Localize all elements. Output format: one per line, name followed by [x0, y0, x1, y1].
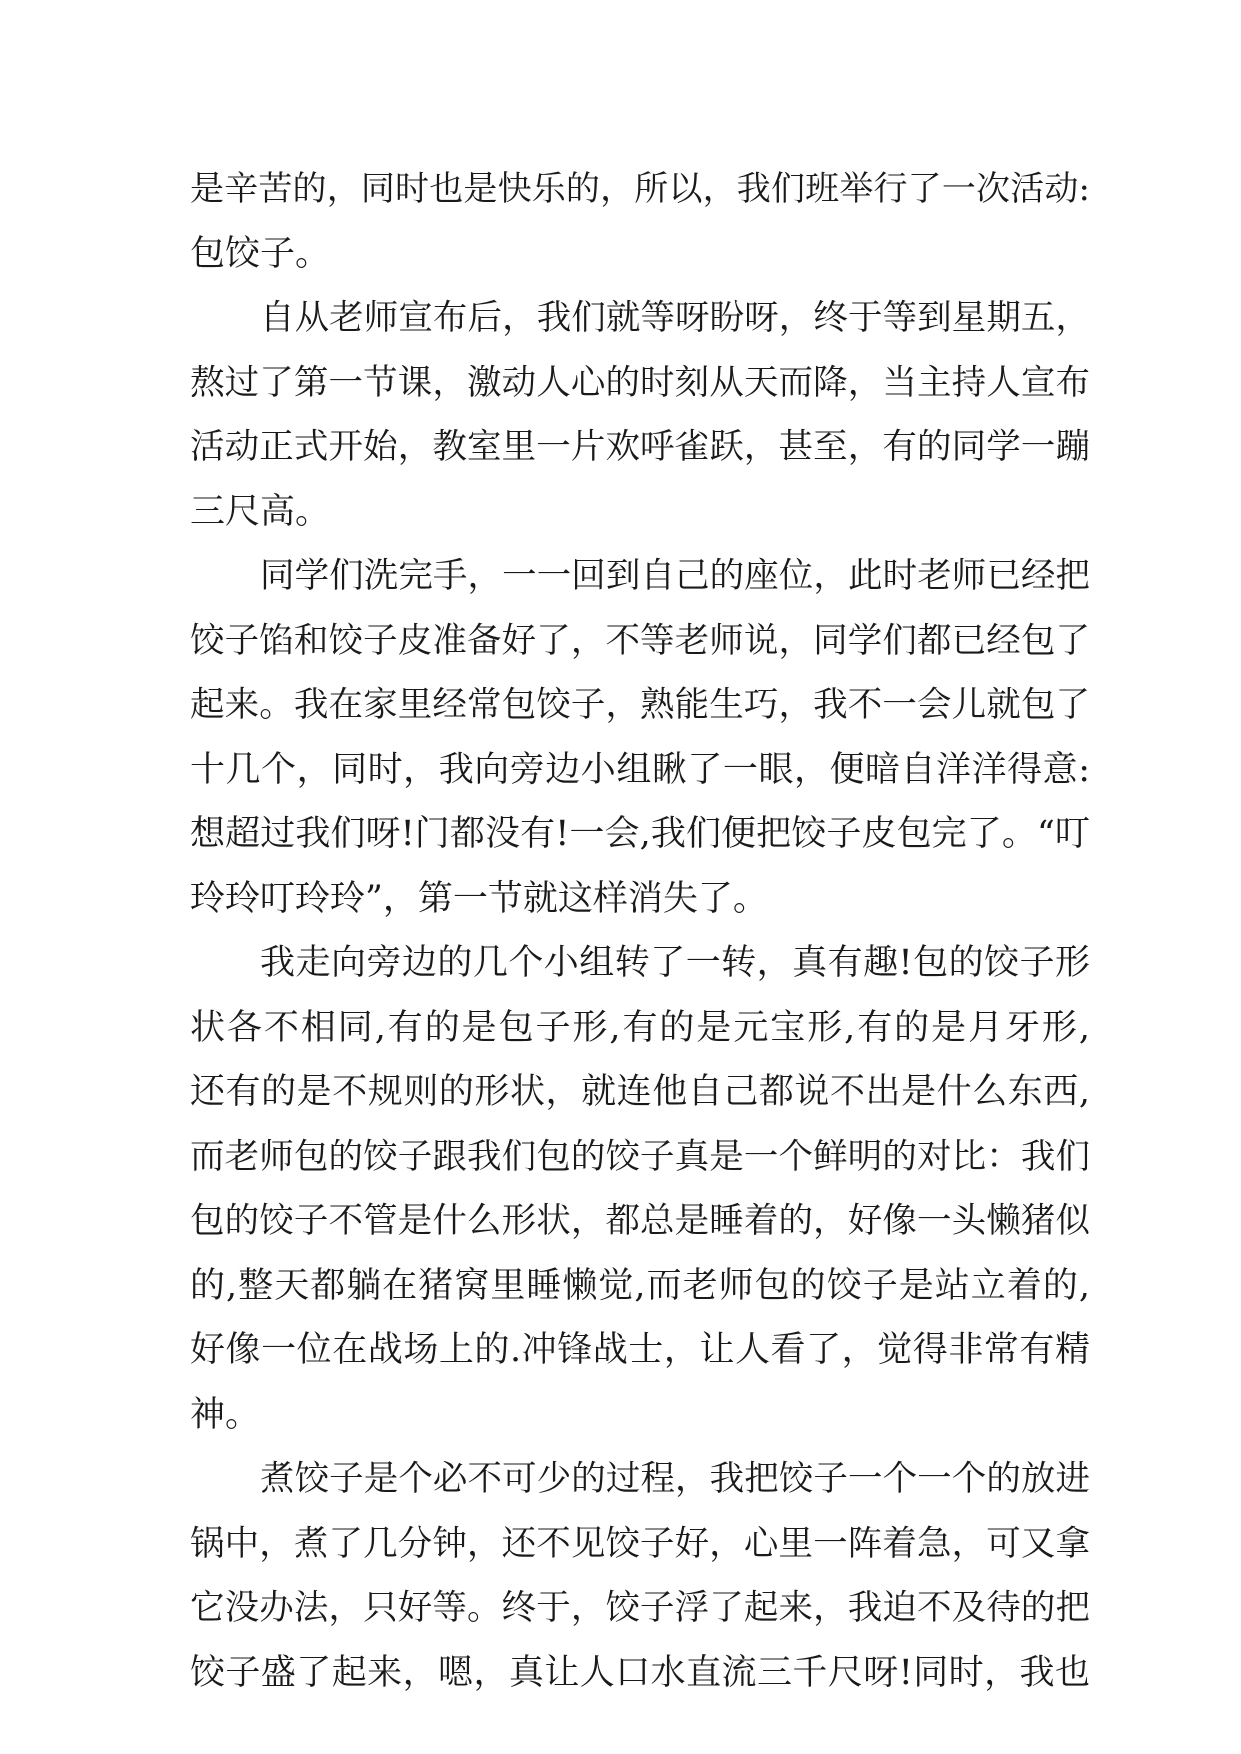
text-line: 同学们洗完手，一一回到自己的座位，此时老师已经把	[260, 556, 1090, 596]
text-line: 好像一位在战场上的.冲锋战士，让人看了，觉得非常有精	[190, 1330, 1090, 1370]
text-line: 包的饺子不管是什么形状，都总是睡着的，好像一头懒猪似	[190, 1201, 1090, 1241]
text-line: 锅中，煮了几分钟，还不见饺子好，心里一阵着急，可又拿	[190, 1523, 1090, 1564]
text-line: 我走向旁边的几个小组转了一转，真有趣!包的饺子形	[260, 943, 1090, 983]
text-line: 十几个，同时，我向旁边小组瞅了一眼，便暗自洋洋得意:	[190, 749, 1090, 790]
text-line: 饺子盛了起来，嗯，真让人口水直流三千尺呀!同时，我也	[190, 1652, 1090, 1693]
text-line: 饺子馅和饺子皮准备好了，不等老师说，同学们都已经包了	[190, 620, 1090, 661]
text-line: 还有的是不规则的形状，就连他自己都说不出是什么东西,	[190, 1072, 1090, 1112]
document-body	[190, 157, 1090, 1705]
text-line: 起来。我在家里经常包饺子，熟能生巧，我不一会儿就包了	[190, 685, 1090, 725]
text-line: 活动正式开始，教室里一片欢呼雀跃，甚至，有的同学一蹦	[190, 427, 1090, 467]
text-line: 自从老师宣布后，我们就等呀盼呀，终于等到星期五，	[260, 298, 1090, 338]
text-line: 想超过我们呀!门都没有!一会,我们便把饺子皮包完了。“叮	[190, 814, 1090, 854]
text-line: 玲玲叮玲玲”，第一节就这样消失了。	[190, 878, 768, 919]
text-line: 神。	[190, 1394, 261, 1435]
text-line: 是辛苦的，同时也是快乐的，所以，我们班举行了一次活动:	[190, 169, 1090, 209]
text-line: 三尺高。	[190, 491, 331, 532]
text-line: 状各不相同,有的是包子形,有的是元宝形,有的是月牙形,	[190, 1007, 1090, 1048]
text-line: 煮饺子是个必不可少的过程，我把饺子一个一个的放进	[260, 1459, 1090, 1499]
text-line: 的,整天都躺在猪窝里睡懒觉,而老师包的饺子是站立着的,	[190, 1265, 1090, 1306]
text-line: 而老师包的饺子跟我们包的饺子真是一个鲜明的对比：我们	[190, 1136, 1090, 1177]
text-line: 它没办法，只好等。终于，饺子浮了起来，我迫不及待的把	[190, 1588, 1090, 1628]
text-line: 熬过了第一节课，激动人心的时刻从天而降，当主持人宣布	[190, 362, 1090, 403]
text-line: 包饺子。	[190, 233, 331, 274]
